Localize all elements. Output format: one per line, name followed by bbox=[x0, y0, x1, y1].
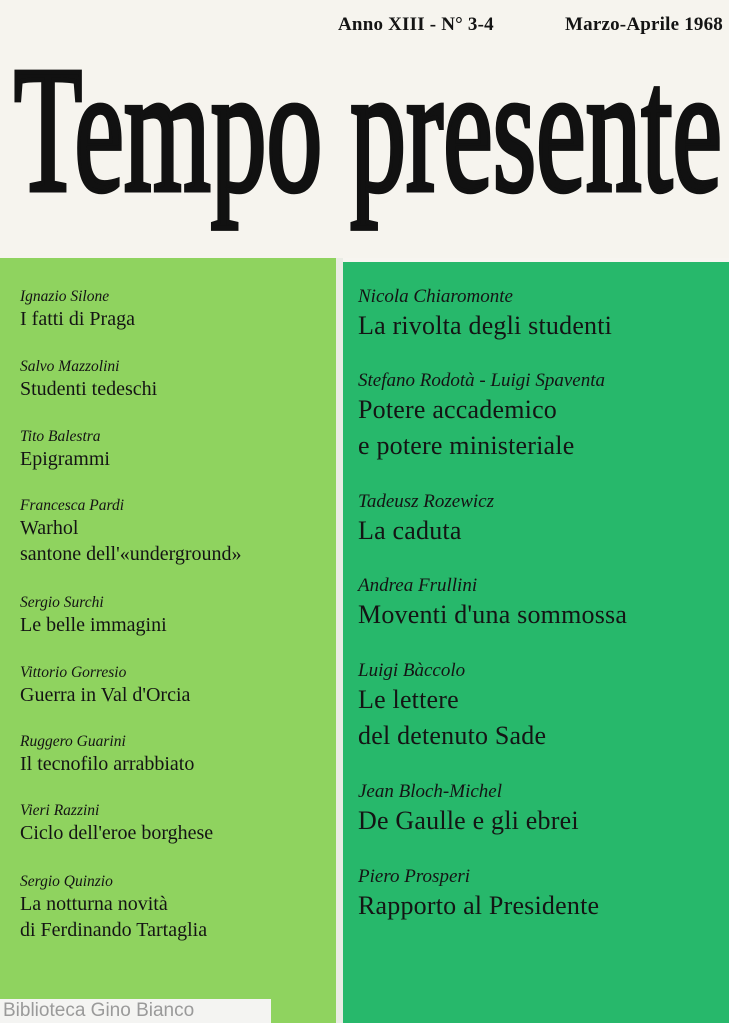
entry-title: Epigrammi bbox=[20, 448, 110, 470]
entry-title: La caduta bbox=[358, 516, 462, 545]
entry-title: Warhol bbox=[20, 517, 79, 539]
entry-author: Sergio Surchi bbox=[20, 594, 104, 611]
left-entry-8[interactable] bbox=[20, 802, 213, 846]
entry-title-line-2: e potere ministeriale bbox=[358, 431, 575, 460]
panel-divider bbox=[336, 258, 343, 1023]
entry-title: I fatti di Praga bbox=[20, 308, 135, 330]
left-entry-6[interactable] bbox=[20, 664, 190, 708]
entry-author: Ignazio Silone bbox=[20, 288, 110, 305]
entry-author: Stefano Rodotà - Luigi Spaventa bbox=[358, 370, 605, 391]
entry-author: Tadeusz Rozewicz bbox=[358, 491, 495, 512]
entry-author: Tito Balestra bbox=[20, 428, 101, 445]
entry-author: Vieri Razzini bbox=[20, 802, 100, 819]
entry-author: Andrea Frullini bbox=[358, 575, 478, 596]
entry-title: Studenti tedeschi bbox=[20, 378, 158, 400]
left-entry-1[interactable] bbox=[20, 288, 135, 332]
entry-title-line-2: santone dell'«underground» bbox=[20, 543, 242, 565]
entry-author: Piero Prosperi bbox=[358, 866, 471, 887]
library-watermark: Biblioteca Gino Bianco bbox=[0, 999, 271, 1023]
entry-title: Le belle immagini bbox=[20, 614, 167, 636]
entry-title: La rivolta degli studenti bbox=[358, 311, 613, 340]
masthead bbox=[0, 30, 729, 245]
entry-author: Luigi Bàccolo bbox=[358, 660, 466, 681]
entry-title: La notturna novità bbox=[20, 893, 168, 915]
right-entry-2[interactable] bbox=[358, 370, 605, 464]
entry-author: Salvo Mazzolini bbox=[20, 358, 120, 375]
masthead-logo bbox=[0, 30, 729, 245]
right-entry-7[interactable] bbox=[358, 866, 599, 924]
right-entry-3[interactable] bbox=[358, 491, 494, 549]
entry-title-line-2: del detenuto Sade bbox=[358, 721, 547, 750]
entry-author: Sergio Quinzio bbox=[20, 873, 113, 890]
left-entry-4[interactable] bbox=[20, 497, 242, 567]
entry-title: Ciclo dell'eroe borghese bbox=[20, 822, 214, 844]
entry-author: Francesca Pardi bbox=[20, 497, 125, 514]
entry-title: Potere accademico bbox=[358, 395, 558, 424]
entry-title: Moventi d'una sommossa bbox=[358, 600, 628, 629]
right-entry-6[interactable] bbox=[358, 781, 579, 839]
entry-title: Rapporto al Presidente bbox=[358, 891, 600, 920]
masthead-title: Tempo presente bbox=[14, 30, 722, 229]
left-entry-9[interactable] bbox=[20, 873, 207, 943]
entry-author: Jean Bloch-Michel bbox=[358, 781, 503, 802]
right-entry-1[interactable] bbox=[358, 286, 612, 344]
left-entry-3[interactable] bbox=[20, 428, 110, 472]
left-entry-7[interactable] bbox=[20, 733, 194, 777]
entry-title: Guerra in Val d'Orcia bbox=[20, 684, 191, 706]
entry-author: Nicola Chiaromonte bbox=[358, 286, 513, 307]
entry-author: Vittorio Gorresio bbox=[20, 664, 127, 681]
issue-number: Anno XIII - N° 3-4 bbox=[338, 14, 494, 35]
entry-title: De Gaulle e gli ebrei bbox=[358, 806, 579, 835]
right-entry-5[interactable] bbox=[358, 660, 546, 754]
entry-title-line-2: di Ferdinando Tartaglia bbox=[20, 919, 208, 941]
left-entry-5[interactable] bbox=[20, 594, 167, 638]
entry-title: Le lettere bbox=[358, 685, 459, 714]
issue-date: Marzo-Aprile 1968 bbox=[565, 14, 723, 35]
entry-title: Il tecnofilo arrabbiato bbox=[20, 753, 195, 775]
cover-header bbox=[0, 0, 729, 258]
left-entry-2[interactable] bbox=[20, 358, 157, 402]
entry-author: Ruggero Guarini bbox=[20, 733, 126, 750]
right-entry-4[interactable] bbox=[358, 575, 627, 633]
